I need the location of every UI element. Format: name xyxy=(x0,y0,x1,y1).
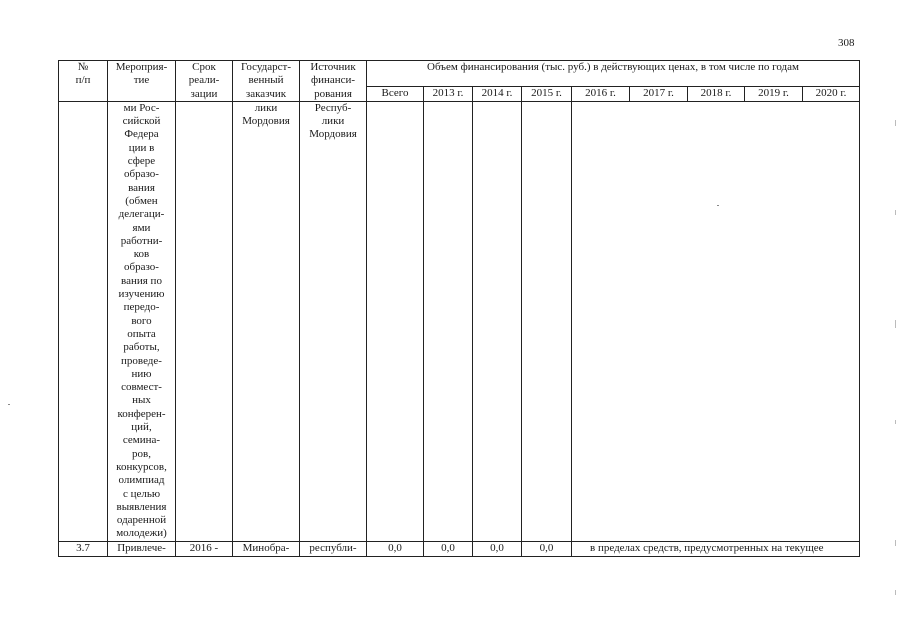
cell-total-empty xyxy=(367,101,424,541)
header-year-2020: 2020 г. xyxy=(803,86,860,101)
cell-2015: 0,0 xyxy=(522,541,572,556)
scan-mark xyxy=(895,120,896,126)
cell-term-empty xyxy=(176,101,233,541)
header-year-2015: 2015 г. xyxy=(522,86,572,101)
cell-2013-empty xyxy=(424,101,473,541)
cell-event-continued: ми Рос- сийской Федера ции в сфере образо- вания (обмен делегаци- ями работни- ков образо- вания по изучению передо- вого опыта работы, проведе- нию совмест- ных конферен- ций, семина- ров, конкурсов, олимпиад с целью выявления одаренной молодежи) xyxy=(108,101,176,541)
header-num: № п/п xyxy=(59,61,108,102)
header-term: Срок реали- зации xyxy=(176,61,233,102)
header-year-2019: 2019 г. xyxy=(745,86,803,101)
scan-mark xyxy=(895,590,896,595)
header-source: Источник финанси- рования xyxy=(300,61,367,102)
header-year-2014: 2014 г. xyxy=(473,86,522,101)
cell-num: 3.7 xyxy=(59,541,108,556)
cell-customer: Минобра- xyxy=(233,541,300,556)
header-row-top xyxy=(59,61,860,87)
cell-2016-2020-merged xyxy=(572,101,860,541)
page-number: 308 xyxy=(838,37,855,49)
cell-funding-note: в пределах средств, предусмотренных на текущее xyxy=(572,541,860,556)
cell-num-empty xyxy=(59,101,108,541)
table-row-3-7 xyxy=(59,541,860,556)
financing-table xyxy=(58,60,860,557)
table-row-continued xyxy=(59,101,860,541)
header-year-2013: 2013 г. xyxy=(424,86,473,101)
header-year-2018: 2018 г. xyxy=(688,86,745,101)
scan-mark xyxy=(895,210,896,215)
header-customer: Государст- венный заказчик xyxy=(233,61,300,102)
scan-mark xyxy=(895,320,896,328)
cell-2013: 0,0 xyxy=(424,541,473,556)
cell-source: республи- xyxy=(300,541,367,556)
financing-table-wrapper xyxy=(58,60,860,557)
cell-2014-empty xyxy=(473,101,522,541)
cell-source-continued: Респуб- лики Мордовия xyxy=(300,101,367,541)
header-event: Мероприя- тие xyxy=(108,61,176,102)
scan-mark xyxy=(895,420,896,424)
scan-speck xyxy=(717,205,719,206)
scan-speck xyxy=(8,404,10,405)
cell-2014: 0,0 xyxy=(473,541,522,556)
scan-edge-marks xyxy=(893,120,899,620)
cell-total: 0,0 xyxy=(367,541,424,556)
cell-2015-empty xyxy=(522,101,572,541)
cell-term: 2016 - xyxy=(176,541,233,556)
header-funding: Объем финансирования (тыс. руб.) в действующих ценах, в том числе по годам xyxy=(367,61,860,87)
cell-customer-continued: лики Мордовия xyxy=(233,101,300,541)
header-year-2017: 2017 г. xyxy=(630,86,688,101)
header-year-2016: 2016 г. xyxy=(572,86,630,101)
header-total: Всего xyxy=(367,86,424,101)
cell-event: Привлече- xyxy=(108,541,176,556)
scan-mark xyxy=(895,540,896,546)
